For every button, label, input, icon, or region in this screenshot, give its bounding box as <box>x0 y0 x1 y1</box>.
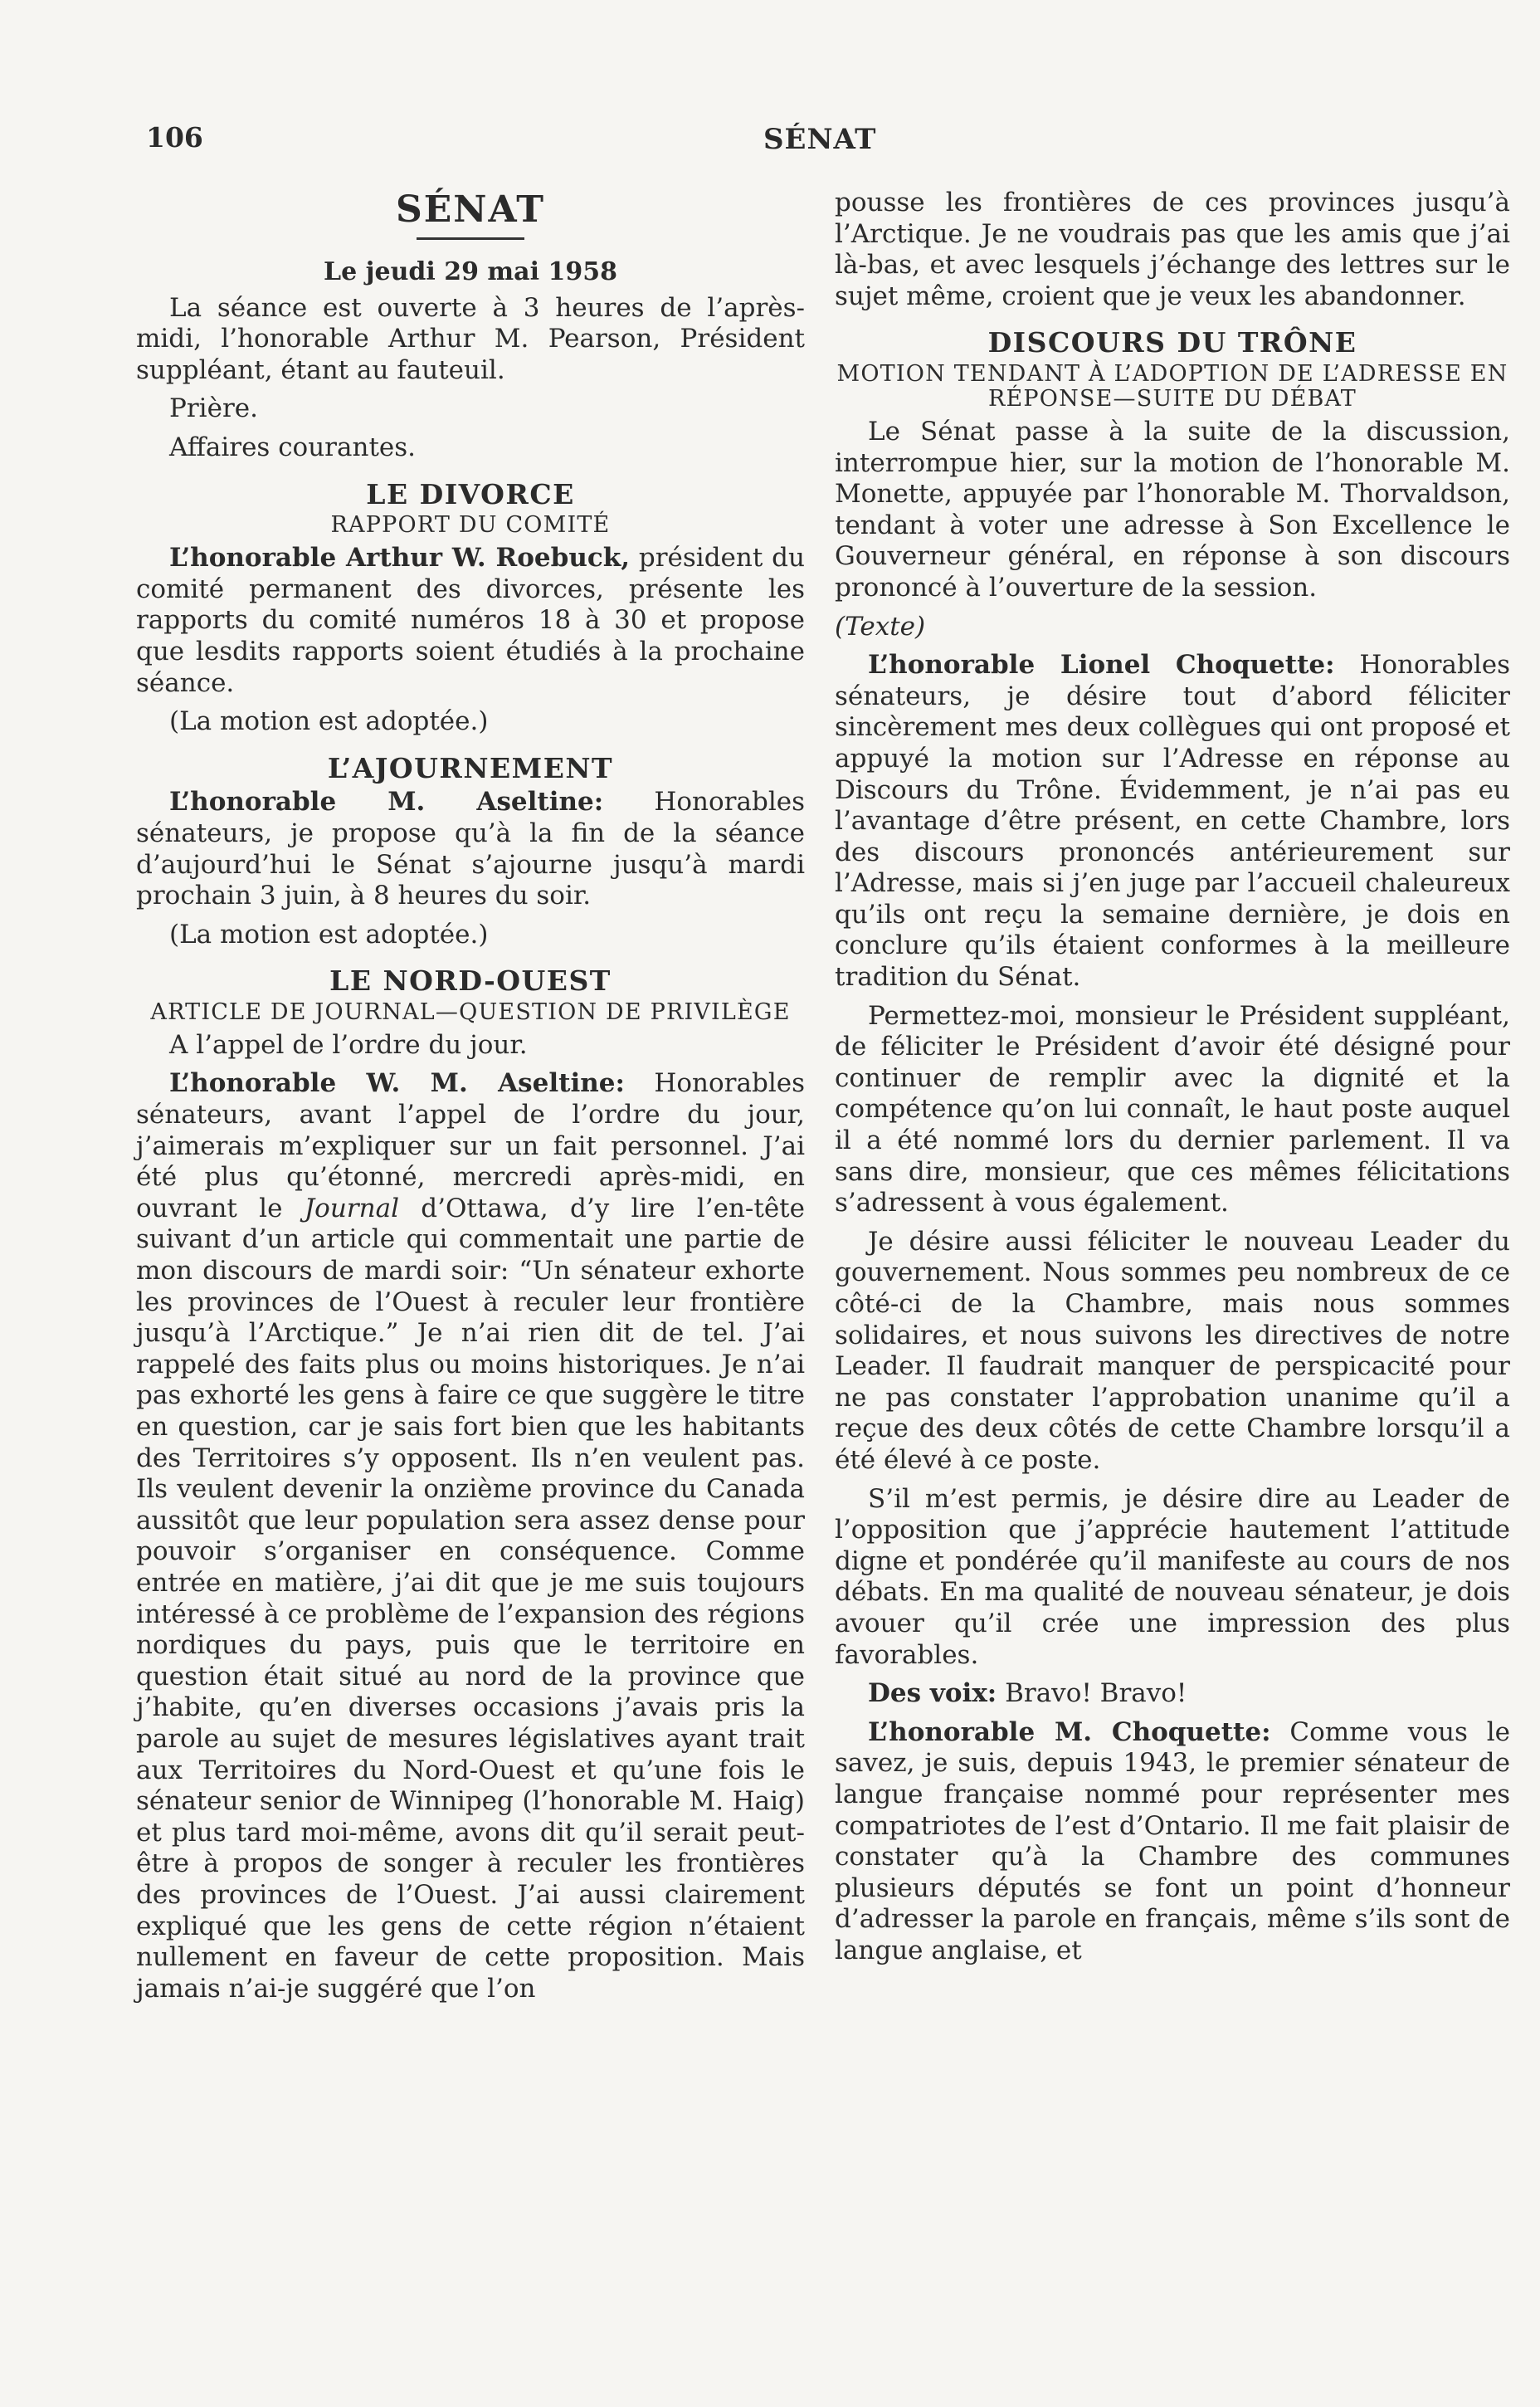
left-column <box>136 188 805 2012</box>
title-rule <box>417 237 524 240</box>
priere-text: Prière. <box>169 393 258 424</box>
speaker-name: L’honorable W. M. Aseltine: <box>169 1068 625 1099</box>
continued-paragraph: pousse les frontières de ces provinces jusqu’à l’Arctique. Je ne voudrais pas que les amis que j’ai là-bas, et avec lesquels j’échange des lettres sur le sujet même, croient que je veux les abandonner. <box>835 188 1510 311</box>
nordouest-heading: LE NORD-OUEST <box>329 964 612 998</box>
running-head: SÉNAT <box>763 123 877 156</box>
speaker-name: L’honorable Arthur W. Roebuck, <box>169 543 631 574</box>
speech-text: Honorables sénateurs, je désire tout d’abord féliciter sincèrement mes deux collègues qui ont proposé et appuyé la motion sur l’Adresse en réponse au Discours du Trône. Évidemment, je n’ai pas eu l’avantage d’être présent, en cette Chambre, lors des discours prononcés antérieurement sur l’Adresse, mais si j’en juge par l’accueil chaleureux qu’ils ont reçu la semaine dernière, je dois en conclure qu’ils étaient conformes à la meilleure tradition du Sénat. <box>835 650 1510 993</box>
speech-text: président du comité permanent des divorces, présente les rapports du comité numéros 18 à 30 et propose que lesdits rapports soient étudiés à la prochaine séance. <box>136 543 805 698</box>
affaires-text: Affaires courantes. <box>169 432 417 462</box>
discours-intro: Le Sénat passe à la suite de la discussion, interrompue hier, sur la motion de l’honorable M. Monette, appuyée par l’honorable M. Thorvaldson, tendant à voter une adresse à Son Excellence le Gouverneur général, en réponse à son discours prononcé à l’ouverture de la session. <box>835 416 1510 603</box>
ajournement-heading: L’AJOURNEMENT <box>327 751 614 784</box>
ajournement-paragraph <box>136 787 805 911</box>
nordouest-subheading: ARTICLE DE JOURNAL—QUESTION DE PRIVILÈGE <box>150 998 791 1025</box>
divorce-subheading: RAPPORT DU COMITÉ <box>330 512 611 539</box>
speaker-name: Des voix: <box>868 1678 997 1709</box>
choquette-paragraph-2 <box>835 1717 1510 1967</box>
choquette-paragraph-1 <box>835 650 1510 994</box>
speech-text: d’Ottawa, d’y lire l’en-tête suivant d’un article qui commentait une partie de mon discours de mardi soir: “Un sénateur exhorte les provinces de l’Ouest à reculer leur frontière jusqu’à l’Arctique.” Je n’ai rien dit de tel. J’ai rappelé des faits plus ou moins historiques. Je n’ai pas exhorté les gens à faire ce que suggère le titre en question, car je sais fort bien que les habitants des Territoires s’y opposent. Ils n’en veulent pas. Ils veulent devenir la onzième province du Canada aussitôt que leur population sera assez dense pour pouvoir s’organiser en conséquence. Comme entrée en matière, j’ai dit que je me suis toujours intéressé à ce problème de l’expansion des régions nordiques du pays, puis que le territoire en question était situé au nord de la province que j’habite, qu’en diverses occasions j’avais pris la parole au sujet de mesures législatives ayant trait aux Territoires du Nord-Ouest et qu’une fois le sénateur senior de Winnipeg (l’honorable M. Haig) et plus tard moi-même, avons dit qu’il serait peut-être à propos de songer à reculer les frontières des provinces de l’Ouest. J’ai aussi clairement expliqué que les gens de cette région n’étaient nullement en faveur de cette proposition. Mais jamais n’ai-je suggéré que l’on <box>136 1193 805 2004</box>
speaker-name: L’honorable Lionel Choquette: <box>868 650 1335 681</box>
paragraph-president: Permettez-moi, monsieur le Président suppléant, de féliciter le Président d’avoir été désigné pour continuer de remplir avec la dignité et la compétence qu’on lui connaît, le haut poste auquel il a été nommé lors du dernier parlement. Il va sans dire, monsieur, que ces mêmes félicitations s’adressent à vous également. <box>835 1000 1510 1218</box>
speech-text: Honorables sénateurs, avant l’appel de l’ordre du jour, j’aimerais m’expliquer sur un fait personnel. J’ai été plus qu’étonné, mercredi après-midi, en ouvrant le <box>136 1068 805 1223</box>
page-number: 106 <box>146 121 203 154</box>
right-column <box>835 188 1510 1974</box>
opening-paragraph: La séance est ouverte à 3 heures de l’après-midi, l’honorable Arthur M. Pearson, Président suppléant, étant au fauteuil. <box>136 292 805 385</box>
section-title: SÉNAT <box>395 188 545 231</box>
divorce-heading: LE DIVORCE <box>366 477 575 510</box>
speech-text: Honorables sénateurs, je propose qu’à la fin de la séance d’aujourd’hui le Sénat s’ajourne jusqu’à mardi prochain 3 juin, à 8 heures du soir. <box>136 787 805 911</box>
discours-subheading: MOTION TENDANT À L’ADOPTION DE L’ADRESSE EN RÉPONSE—SUITE DU DÉBAT <box>836 360 1508 412</box>
discours-heading: DISCOURS DU TRÔNE <box>987 326 1357 359</box>
speaker-name: L’honorable M. Choquette: <box>868 1716 1271 1747</box>
paragraph-leader: Je désire aussi féliciter le nouveau Leader du gouvernement. Nous sommes peu nombreux de ce côté-ci de la Chambre, mais nous sommes solidaires, et nous suivons les directives de notre Leader. Il faudrait manquer de perspicacité pour ne pas constater l’approbation unanime qu’il a reçue des deux côtés de cette Chambre lorsqu’il a été élevé à ce poste. <box>835 1226 1510 1475</box>
speaker-name: L’honorable M. Aseltine: <box>169 787 604 818</box>
paragraph-opposition: S’il m’est permis, je désire dire au Leader de l’opposition que j’apprécie hautement l’attitude digne et pondérée qu’il manifeste au cours de nos débats. En ma qualité de nouveau sénateur, je dois avouer qu’il crée une impression des plus favorables. <box>835 1483 1510 1670</box>
speech-text: Comme vous le savez, je suis, depuis 1943, le premier sénateur de langue française nommé pour représenter mes compatriotes de l’est d’Ontario. Il me fait plaisir de constater qu’à la Chambre des communes plusieurs députés se font un point d’honneur d’adresser la parole en français, même s’ils sont de langue anglaise, et <box>835 1716 1510 1965</box>
ajournement-motion: (La motion est adoptée.) <box>169 919 489 950</box>
nordouest-paragraph <box>136 1068 805 2004</box>
divorce-paragraph <box>136 543 805 699</box>
speech-text: Bravo! Bravo! <box>997 1678 1187 1709</box>
voix-paragraph <box>835 1678 1510 1710</box>
sitting-date: Le jeudi 29 mai 1958 <box>324 257 617 286</box>
journal-title: Journal <box>304 1193 399 1223</box>
divorce-motion: (La motion est adoptée.) <box>169 706 489 737</box>
texte-label: (Texte) <box>835 611 926 642</box>
appel-text: A l’appel de l’ordre du jour. <box>169 1029 528 1060</box>
